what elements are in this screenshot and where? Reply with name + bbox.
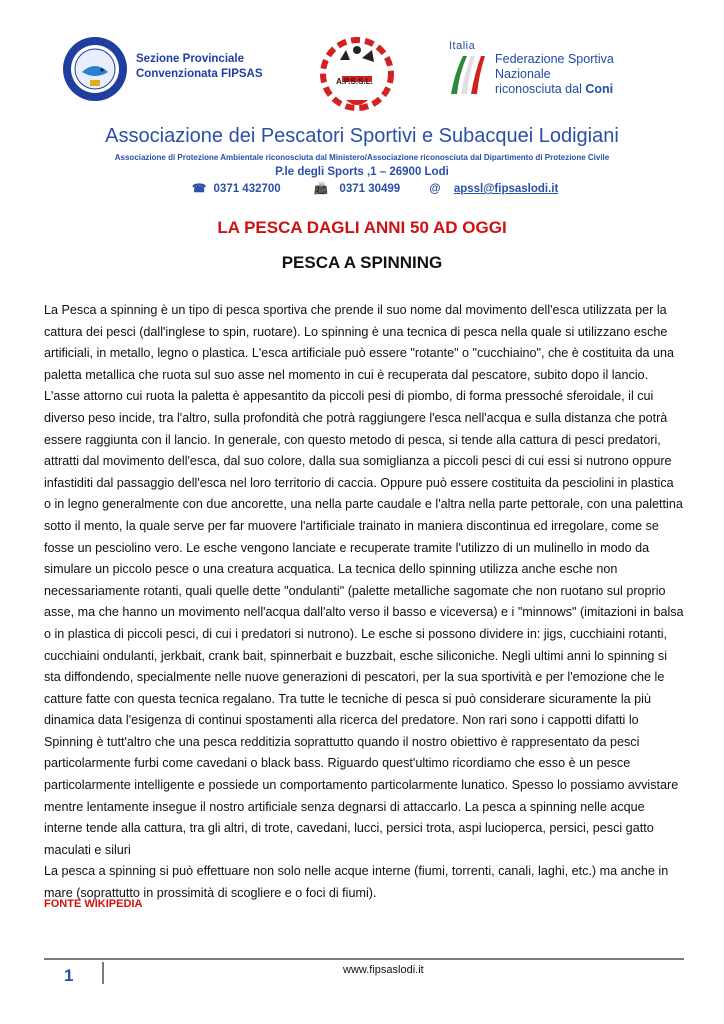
- email-link[interactable]: apssl@fipsaslodi.it: [453, 183, 559, 195]
- apssl-text: A.P.S.S.L.: [336, 77, 373, 86]
- phone-icon: ☎: [192, 183, 207, 195]
- source-label: FONTE WIKIPEDIA: [44, 898, 143, 910]
- italia-label: Italia: [449, 40, 476, 52]
- fipsas-logo: [62, 36, 272, 104]
- federazione-line2-prefix: riconosciuta dal: [495, 82, 586, 96]
- phone-number: 0371 432700: [213, 183, 281, 195]
- paragraph-2: L'asse attorno cui ruota la paletta è appesantito da piccoli pesi di piombo, di forma pressoché sferoidale, il cui diverso peso incide, tra l'altro, sulla profondità che potrà raggiungere l'esca nell'acqua e sulla distanza che potrà essere raggiunta con il lancio. In generale, con questo metodo di pesca, si tende alla cattura di pesci predatori, attratti dal movimento dell'esca, dal suo colore, dalla sua somiglianza a piccoli pesci di cui essi si nutrono oppure infastiditi dal passaggio dell'esca nel loro territorio di caccia. Oppure può essere costituita da pesciolini in plastica o in legno generalmente con due ancorette, una nella parte caudale e l'altra nella parte pettorale, con una palettina sotto il mento, la quale serve per far muovere l'artificiale trainato in maniera discontinua ed irregolare, come se fosse un pesciolino vero. Le esche vengono lanciate e recuperate tramite l'utilizzo di un mulinello in modo da simulare un piccolo pesce o una creatura acquatica. La tecnica dello spinning utilizza anche esche non necessariamente rotanti, quali quelle dette "ondulanti" (palette metalliche sagomate che non ruotano sul proprio asse, ma che hanno un movimento nell'acqua dall'alto verso il basso e viceversa) e i "minnows" (imitazioni in balsa o in plastica di piccoli pesci, di cui i predatori si nutrono). Le esche si possono dividere in: jigs, cucchiaini rotanti, cucchiaini ondulanti, jerkbait, crank bait, spinnerbait e buzzbait, esche siliconiche. Negli ultimi anni lo spinning si sta diffondendo, specialmente nelle nuove generazioni di pescatori, per la sua sportività e per l'emozione che le catture fatte con questa tecnica regalano. Tra tutte le tecniche di pesca si può considerare sicuramente la più dinamica data l'esigenza di continui spostamenti alla ricerca del predatore. Non rari sono i cappotti difatti lo Spinning è tutt'altro che una pesca redditizia soprattutto quando il nostro obiettivo è rappresentato da pesci particolarmente furbi come cavedani o black bass. Riguardo quest'ultimo ricordiamo che esso è un pesce particolarmente intelligente e possiede un comportamento particolarmente lunatico. Spesso lo possiamo avvistare mentre lentamente insegue il nostro artificiale senza degnarsi di attaccarlo. La pesca a spinning nelle acque interne tende alla cattura, tra gli altri, di trote, cavedani, lucci, persici trota, aspi lucioperca, persici, pesci gatto maculati e siluri: [44, 389, 684, 857]
- fipsas-seal-icon: [62, 36, 128, 102]
- address: P.le degli Sports ,1 – 26900 Lodi: [275, 166, 449, 178]
- sezione-line1: Sezione Provinciale: [136, 53, 245, 65]
- apssl-emblem-icon: [316, 30, 398, 120]
- paragraph-3: La pesca a spinning si può effettuare non solo nelle acque interne (fiumi, torrenti, canali, laghi, etc.) ma anche in mare (soprattutto in prossimità di scogliere e o foci di fiumi).: [44, 864, 669, 901]
- footer-url[interactable]: www.fipsaslodi.it: [343, 964, 424, 976]
- coni-word: Coni: [585, 82, 614, 96]
- email-at-symbol: @: [429, 183, 441, 195]
- coni-logo: [449, 40, 669, 100]
- page-number: 1: [64, 966, 74, 985]
- apssl-logo: [316, 30, 398, 120]
- association-title: Associazione dei Pescatori Sportivi e Subacquei Lodigiani: [105, 125, 619, 147]
- italian-flag-icon: [449, 54, 489, 96]
- fax-icon: 📠: [313, 183, 329, 195]
- main-title: LA PESCA DAGLI ANNI 50 AD OGGI: [217, 218, 507, 237]
- fax-number: 0371 30499: [339, 183, 401, 195]
- paragraph-1: La Pesca a spinning è un tipo di pesca sportiva che prende il suo nome dal movimento dell'esca utilizzata per la cattura dei pesci (dall'inglese to spin, ruotare). Lo spinning è una tecnica di pesca nella quale si utilizzano esche artificiali, in metallo, legno o plastica. L'esca artificiale può essere "rotante" o "cucchiaino", che è costituita da una paletta metallica che ruota sul suo asse nel momento in cui è recuperata dal pescatore, subito dopo il lancio.: [44, 303, 675, 382]
- sub-title: PESCA A SPINNING: [281, 253, 443, 272]
- sezione-line2: Convenzionata FIPSAS: [136, 68, 263, 80]
- footer-divider: [44, 958, 684, 960]
- federazione-line1: Federazione Sportiva Nazionale: [495, 52, 614, 81]
- federazione-line2: [495, 82, 669, 97]
- article-body: [44, 300, 684, 905]
- association-subtitle: Associazione di Protezione Ambientale riconosciuta dal Ministero/Associazione riconosciuta dal Dipartimento di Protezione Civile: [114, 153, 610, 162]
- footer-separator: [102, 962, 104, 984]
- contact-line: [192, 181, 558, 195]
